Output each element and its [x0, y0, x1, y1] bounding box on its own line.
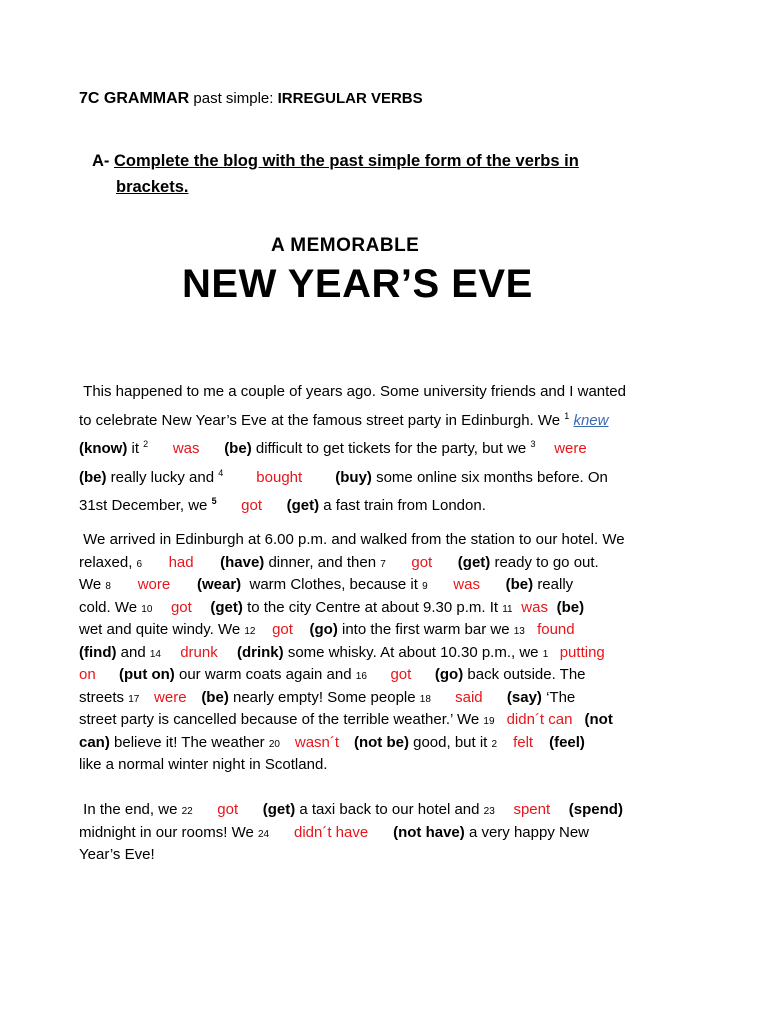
text-line: relaxed, 6 had (have) dinner, and then 7 got (get) ready to go out. — [79, 552, 699, 575]
answer-12: got — [272, 621, 293, 638]
text-line: (know) it $^2$ was (be) difficult to get tickets for the party, but we $^3$ were — [79, 435, 699, 464]
text-line: like a normal winter night in Scotland. — [79, 756, 328, 773]
answer-17: were — [154, 688, 187, 706]
text-line: wet and quite windy. We 12 got (go) into the first warm bar we 13 found — [79, 619, 699, 642]
answer-14: drunk — [180, 643, 218, 661]
answer-22: got — [217, 801, 239, 818]
text-line: In the end, we 22 got (get) a taxi back to our hotel and 23 spent (spend) — [79, 799, 699, 822]
text-line: can) believe it! The weather 20 wasn´t (not be) good, but it 2 felt (feel) — [79, 732, 699, 755]
text-line: This happened to me a couple of years ago. Some university friends and I wanted — [83, 383, 626, 400]
paragraph-3 — [79, 799, 699, 867]
exercise-instruction — [92, 148, 692, 200]
answer-15-cont: on — [79, 666, 96, 683]
answer-9: was — [453, 576, 480, 593]
answer-2: was — [172, 440, 200, 457]
answer-6: had — [168, 553, 194, 571]
text-line: cold. We 10 got (get) to the city Centre at about 9.30 p.m. It 11 was (be) — [79, 597, 699, 620]
answer-18: said — [455, 688, 483, 706]
worksheet-page: 7C GRAMMAR past simple: IRREGULAR VERBS A- Complete the blog with the past simple form of the verbs in brackets. A MEMORABLE NEW YEAR’S EVE This happened to me a couple of years ago. Some university friends and I wanted to celebrate New Year’s Eve at the famous street party in Edinburgh. We $^1$ knew (know) it $^2$ was (be) difficult to get tickets for the party, but we $^3$ were (be) really lucky and $^4$ bought (buy) some online six months before. On 31st December, we $^5$ got (get) a fast train from London. We arrived in Edinburgh at 6.00 p.m. and walked from the station to our hotel. We relaxed, 6 had (have) dinner, and then 7 got (get) ready to go out. We 8 wore (wear) warm Clothes, because it 9 was (be) really cold. We 10 got (get) to the city Centre at about 9.30 p.m. It 11 was (be) wet and quite windy. We 12 got (go) into the first warm bar we 13 found (find) and 14 drunk (drink) some whisky. At about 10.30 p.m., we 1 putting on (put on) our warm coats again and 16 got (go) back outside. The streets 17 were (be) nearly empty! Some people 18 said (say) ‘The street party is cancelled because of the terrible weather.’ We 19 didn´t can (not can) believe it! The weather 20 wasn´t (not be) good, but it 2 felt (feel) like a normal winter night in Scotland. In the end, we 22 got (get) a taxi back to our hotel and 23 spent (spend) midnight in our rooms! We 24 didn´t have (not have) a very happy New Year’s Eve! — [0, 0, 768, 1024]
text-line: (find) and 14 drunk (drink) some whisky. At about 10.30 p.m., we 1 putting — [79, 642, 699, 665]
paragraph-2 — [79, 529, 699, 777]
blog-title: NEW YEAR’S EVE — [182, 262, 533, 306]
answer-5: got — [241, 497, 263, 514]
answer-15: putting — [559, 643, 605, 661]
answer-7: got — [411, 553, 433, 571]
worksheet-heading — [79, 90, 423, 108]
text-line: (be) really lucky and $^4$ bought (buy) some online six months before. On — [79, 464, 699, 493]
text-line: on (put on) our warm coats again and 16 got (go) back outside. The — [79, 664, 699, 687]
answer-11: was — [521, 598, 548, 616]
grammar-topic-caps: IRREGULAR VERBS — [277, 90, 423, 107]
unit-code: 7C GRAMMAR — [79, 90, 190, 107]
answer-23: spent — [513, 801, 551, 818]
text-line: street party is cancelled because of the terrible weather.’ We 19 didn´t can (not — [79, 709, 699, 732]
answer-16: got — [390, 666, 412, 683]
paragraph-1 — [79, 378, 699, 521]
text-line: streets 17 were (be) nearly empty! Some people 18 said (say) ‘The — [79, 687, 699, 710]
answer-13: found — [537, 621, 575, 638]
text-line: Year’s Eve! — [79, 846, 155, 863]
answer-10: got — [170, 598, 192, 616]
text-line: midnight in our rooms! We 24 didn´t have (not have) a very happy New — [79, 822, 699, 845]
text-line: We 8 wore (wear) warm Clothes, because it 9 was (be) really — [79, 574, 699, 597]
instruction-line-2: brackets. — [116, 178, 189, 196]
answer-19: didn´t can — [506, 711, 573, 728]
instruction-line-1: Complete the blog with the past simple form of the verbs in — [114, 152, 579, 170]
text-line: We arrived in Edinburgh at 6.00 p.m. and walked from the station to our hotel. We — [83, 531, 625, 548]
text-line: to celebrate New Year’s Eve at the famous street party in Edinburgh. We $^1$ knew — [79, 407, 699, 436]
grammar-topic: past simple: — [193, 90, 274, 107]
answer-20: wasn´t — [294, 733, 340, 751]
exercise-letter: A- — [92, 152, 110, 170]
answer-3: were — [554, 440, 587, 457]
answer-4: bought — [256, 468, 303, 486]
answer-8: wore — [137, 576, 171, 593]
answer-24: didn´t have — [293, 823, 369, 841]
answer-1: knew — [573, 411, 609, 429]
answer-21: felt — [513, 733, 534, 751]
text-line: 31st December, we $^5$ got (get) a fast train from London. — [79, 492, 699, 521]
